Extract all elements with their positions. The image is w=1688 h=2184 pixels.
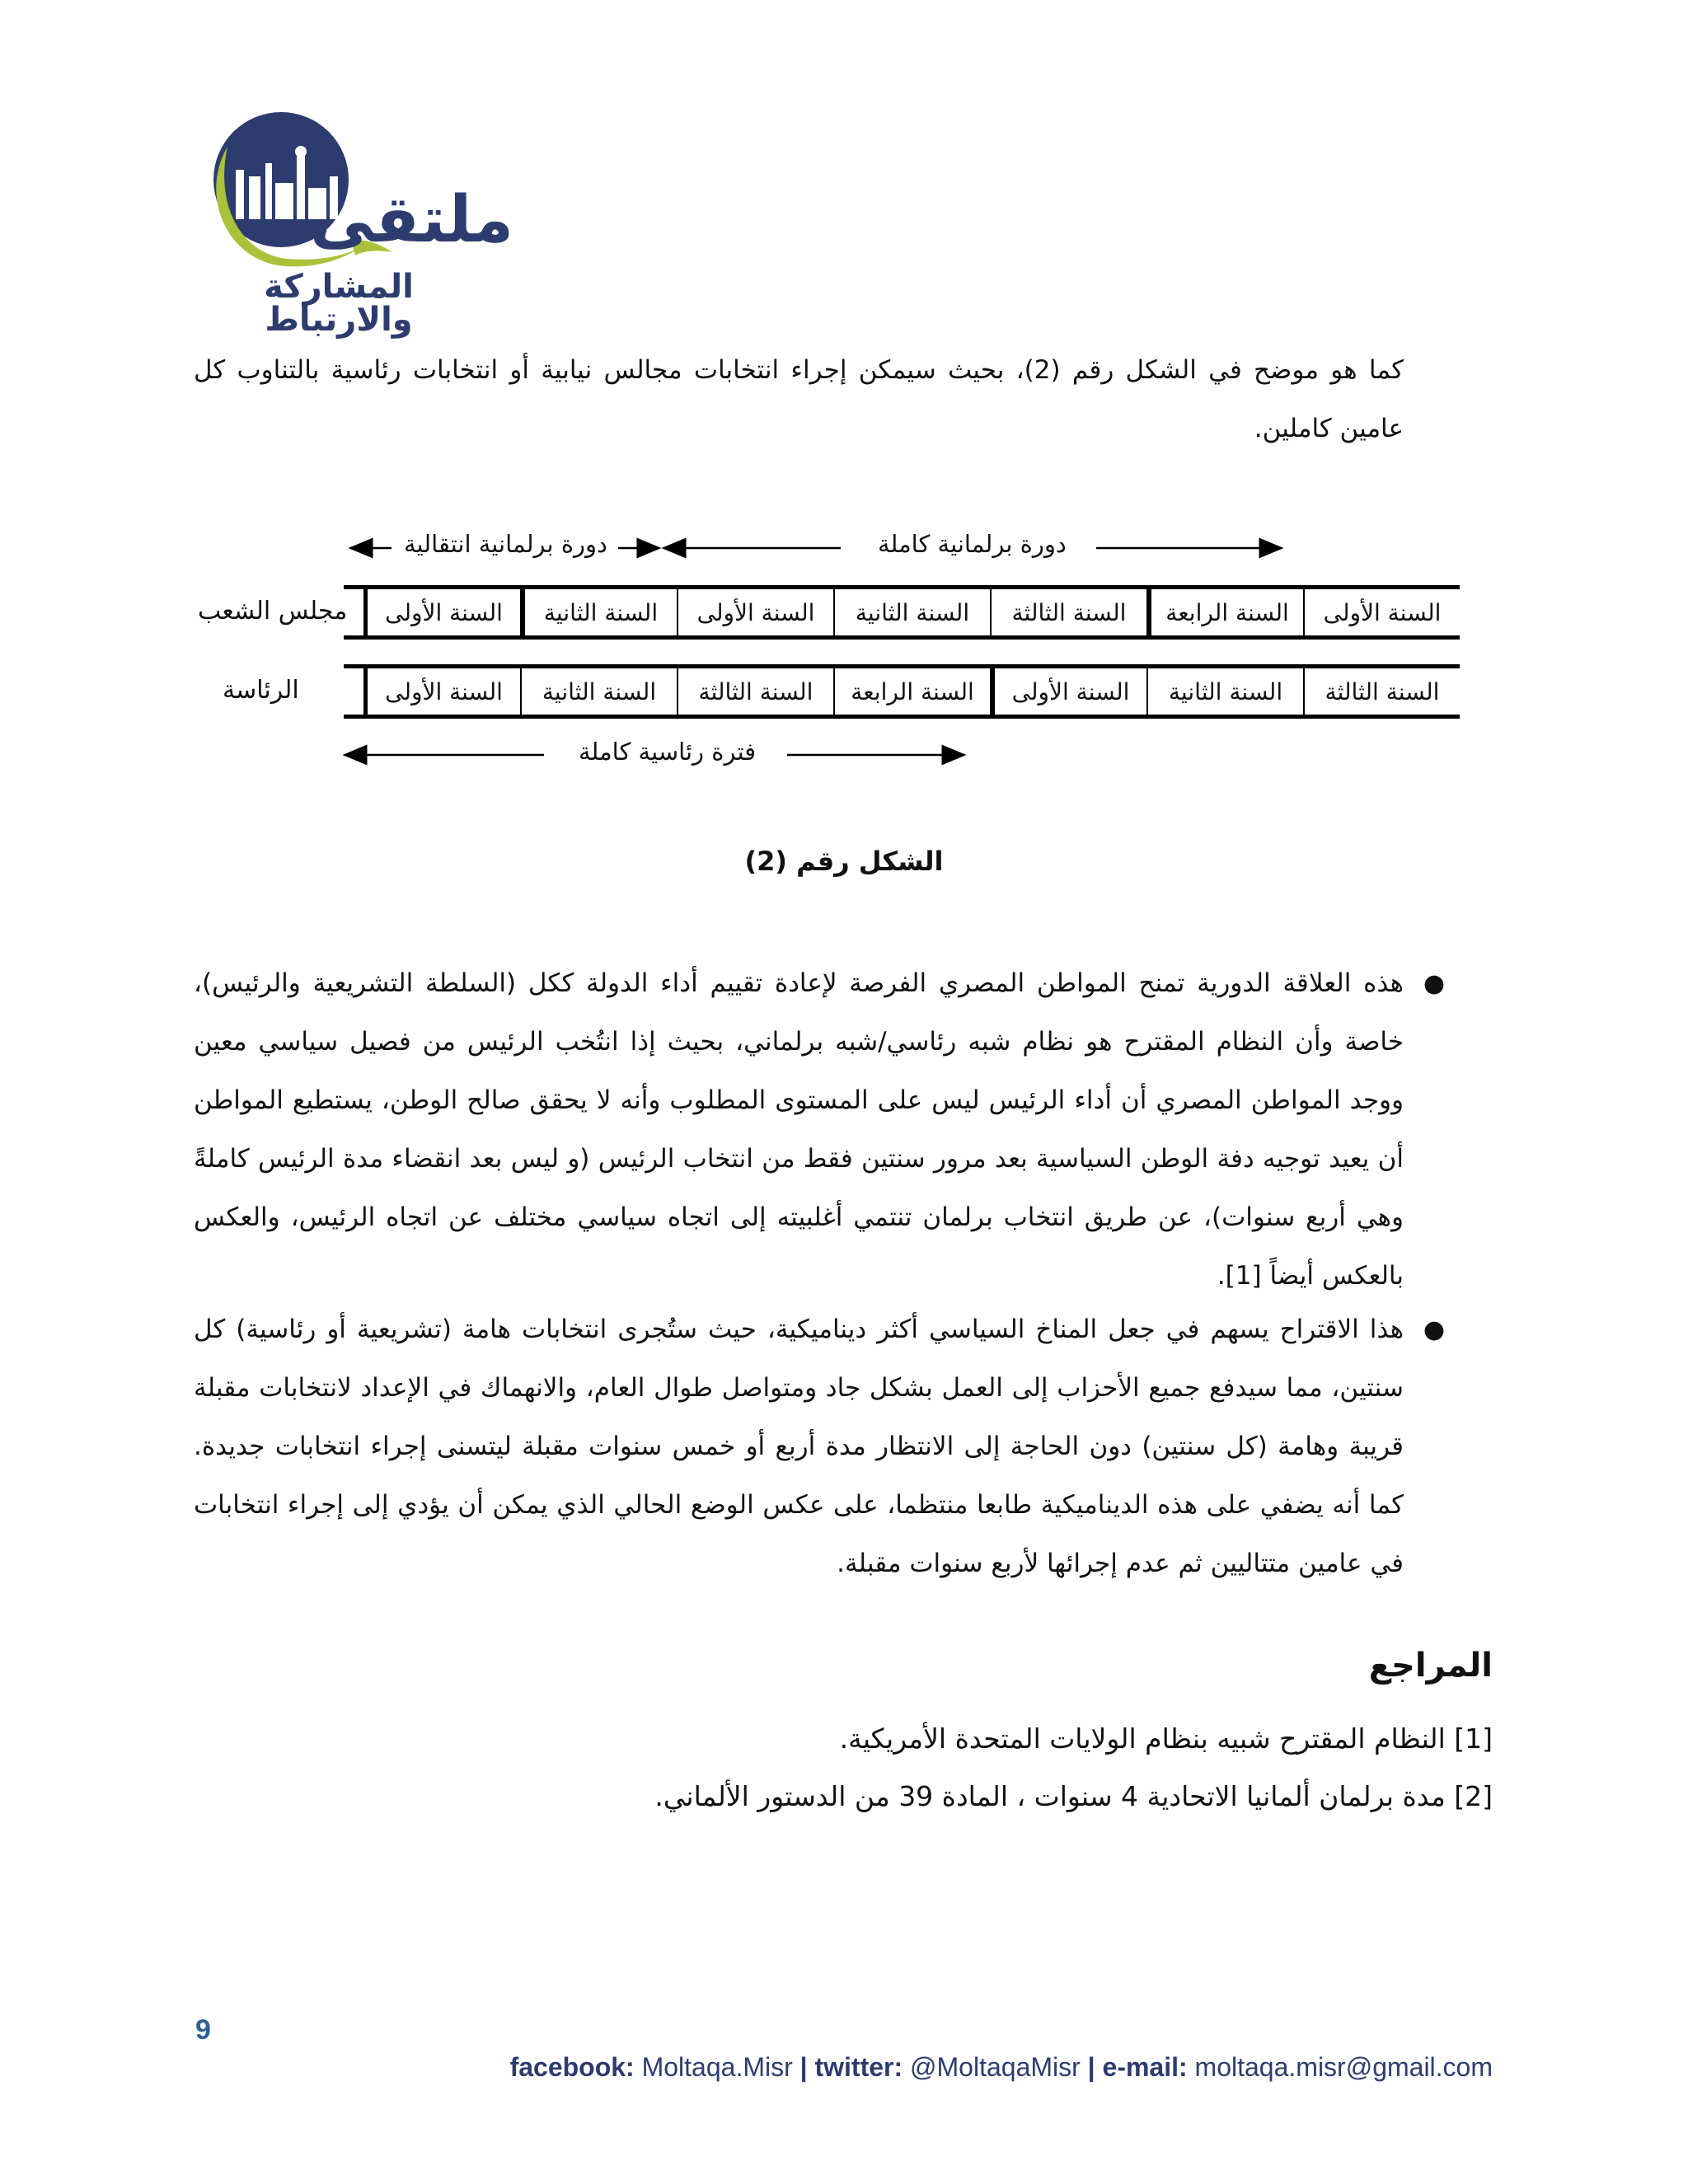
timeline-cell: السنة الثالثة: [990, 589, 1146, 635]
bullet-icon: ●: [1423, 969, 1445, 998]
timeline-cell: السنة الرابعة: [1146, 589, 1303, 635]
timeline-cell: السنة الثالثة: [1303, 668, 1460, 715]
row-label-parliament: مجلس الشعب: [198, 597, 348, 626]
timeline-cell: السنة الثانية: [520, 668, 677, 715]
email-link[interactable]: moltaqa.misr@gmail.com: [1194, 2052, 1493, 2082]
timeline-cell: السنة الرابعة: [833, 668, 990, 715]
figure-caption: الشكل رقم (2): [744, 846, 944, 877]
reference-item: [1] النظام المقترح شبيه بنظام الولايات المتحدة الأمريكية.: [839, 1722, 1493, 1755]
presidency-timeline-row: [344, 664, 1460, 719]
presidential-term-label: فترة رئاسية كاملة: [579, 738, 757, 766]
references-heading: المراجع: [1368, 1647, 1493, 1685]
bullet-text: هذه العلاقة الدورية تمنح المواطن المصري الفرصة لإعادة تقييم أداء الدولة ككل (السلطة التشريعية والرئيس)، خاصة وأن النظام المقترح هو نظام شبه رئاسي/شبه برلماني، بحيث إذا انتُخب الرئيس من فصيل سياسي معين ووجد المواطن المصري أن أداء الرئيس ليس على المستوى المطلوب وأنه لا يحقق صالح الوطن، يستطيع المواطن أن يعيد توجيه دفة الوطن السياسية بعد مرور سنتين فقط من انتخاب الرئيس (و ليس بعد انقضاء مدة الرئيس كاملةً وهي أربع سنوات)، عن طريق انتخاب برلمان تنتمي أغلبيته إلى اتجاه سياسي مختلف عن اتجاه الرئيس، والعكس بالعكس أيضاً [1].: [194, 968, 1404, 1291]
bullet-text: هذا الاقتراح يسهم في جعل المناخ السياسي أكثر ديناميكية، حيث ستُجرى انتخابات هامة (تشريعية أو رئاسية) كل سنتين، مما سيدفع جميع الأحزاب إلى العمل بشكل جاد ومتواصل طوال العام، والانهماك في الإعداد لانتخابات مقبلة قريبة وهامة (كل سنتين) دون الحاجة إلى الانتظار مدة أربع أو خمس سنوات مقبلة ليتسنى إجراء انتخابات جديدة. كما أنه يضفي على هذه الديناميكية طابعا منتظما، على عكس الوضع الحالي الذي يمكن أن يؤدي إلى إجراء انتخابات في عامين متتاليين ثم عدم إجرائها لأربع سنوات مقبلة.: [194, 1315, 1404, 1578]
timeline-cell: السنة الأولى: [363, 668, 520, 715]
timeline-cell: السنة الثانية: [1146, 668, 1303, 715]
page-number: 9: [195, 2014, 211, 2046]
timeline-cell: السنة الثانية: [833, 589, 990, 635]
footer-separator: |: [799, 2052, 808, 2082]
timeline-cell: السنة الأولى: [990, 668, 1146, 715]
timeline-cell: السنة الأولى: [1303, 589, 1460, 635]
timeline-cell: السنة الثانية: [520, 589, 677, 635]
row-label-presidency: الرئاسة: [223, 676, 299, 705]
reference-item: [2] مدة برلمان ألمانيا الاتحادية 4 سنوات ، المادة 39 من الدستور الألماني.: [654, 1780, 1493, 1812]
timeline-cell: السنة الأولى: [677, 589, 833, 635]
intro-paragraph: كما هو موضح في الشكل رقم (2)، بحيث سيمكن إجراء انتخابات مجالس نيابية أو انتخابات رئاسية بالتناوب كل عامين كاملين.: [194, 355, 1404, 443]
footer-contacts: [510, 2052, 1493, 2083]
timeline-cell: السنة الثالثة: [677, 668, 833, 715]
transitional-term-label: دورة برلمانية انتقالية: [404, 530, 607, 558]
bullet-icon: ●: [1423, 1315, 1445, 1344]
facebook-link[interactable]: Moltaqa.Misr: [641, 2052, 793, 2082]
footer-separator: |: [1087, 2052, 1095, 2082]
logo-tagline: المشاركة والارتباط: [264, 268, 414, 339]
timeline-cell: السنة الأولى: [363, 589, 520, 635]
parliament-timeline-row: [344, 585, 1460, 640]
bullet-item: [194, 1301, 1445, 1593]
logo-wordmark: ملتقى: [310, 183, 514, 257]
bullet-item: [194, 954, 1445, 1305]
twitter-link[interactable]: @MoltaqaMisr: [910, 2052, 1081, 2082]
twitter-label: twitter:: [814, 2052, 903, 2082]
email-label: e-mail:: [1102, 2052, 1188, 2082]
facebook-label: facebook:: [509, 2052, 635, 2082]
full-term-label: دورة برلمانية كاملة: [878, 530, 1067, 558]
